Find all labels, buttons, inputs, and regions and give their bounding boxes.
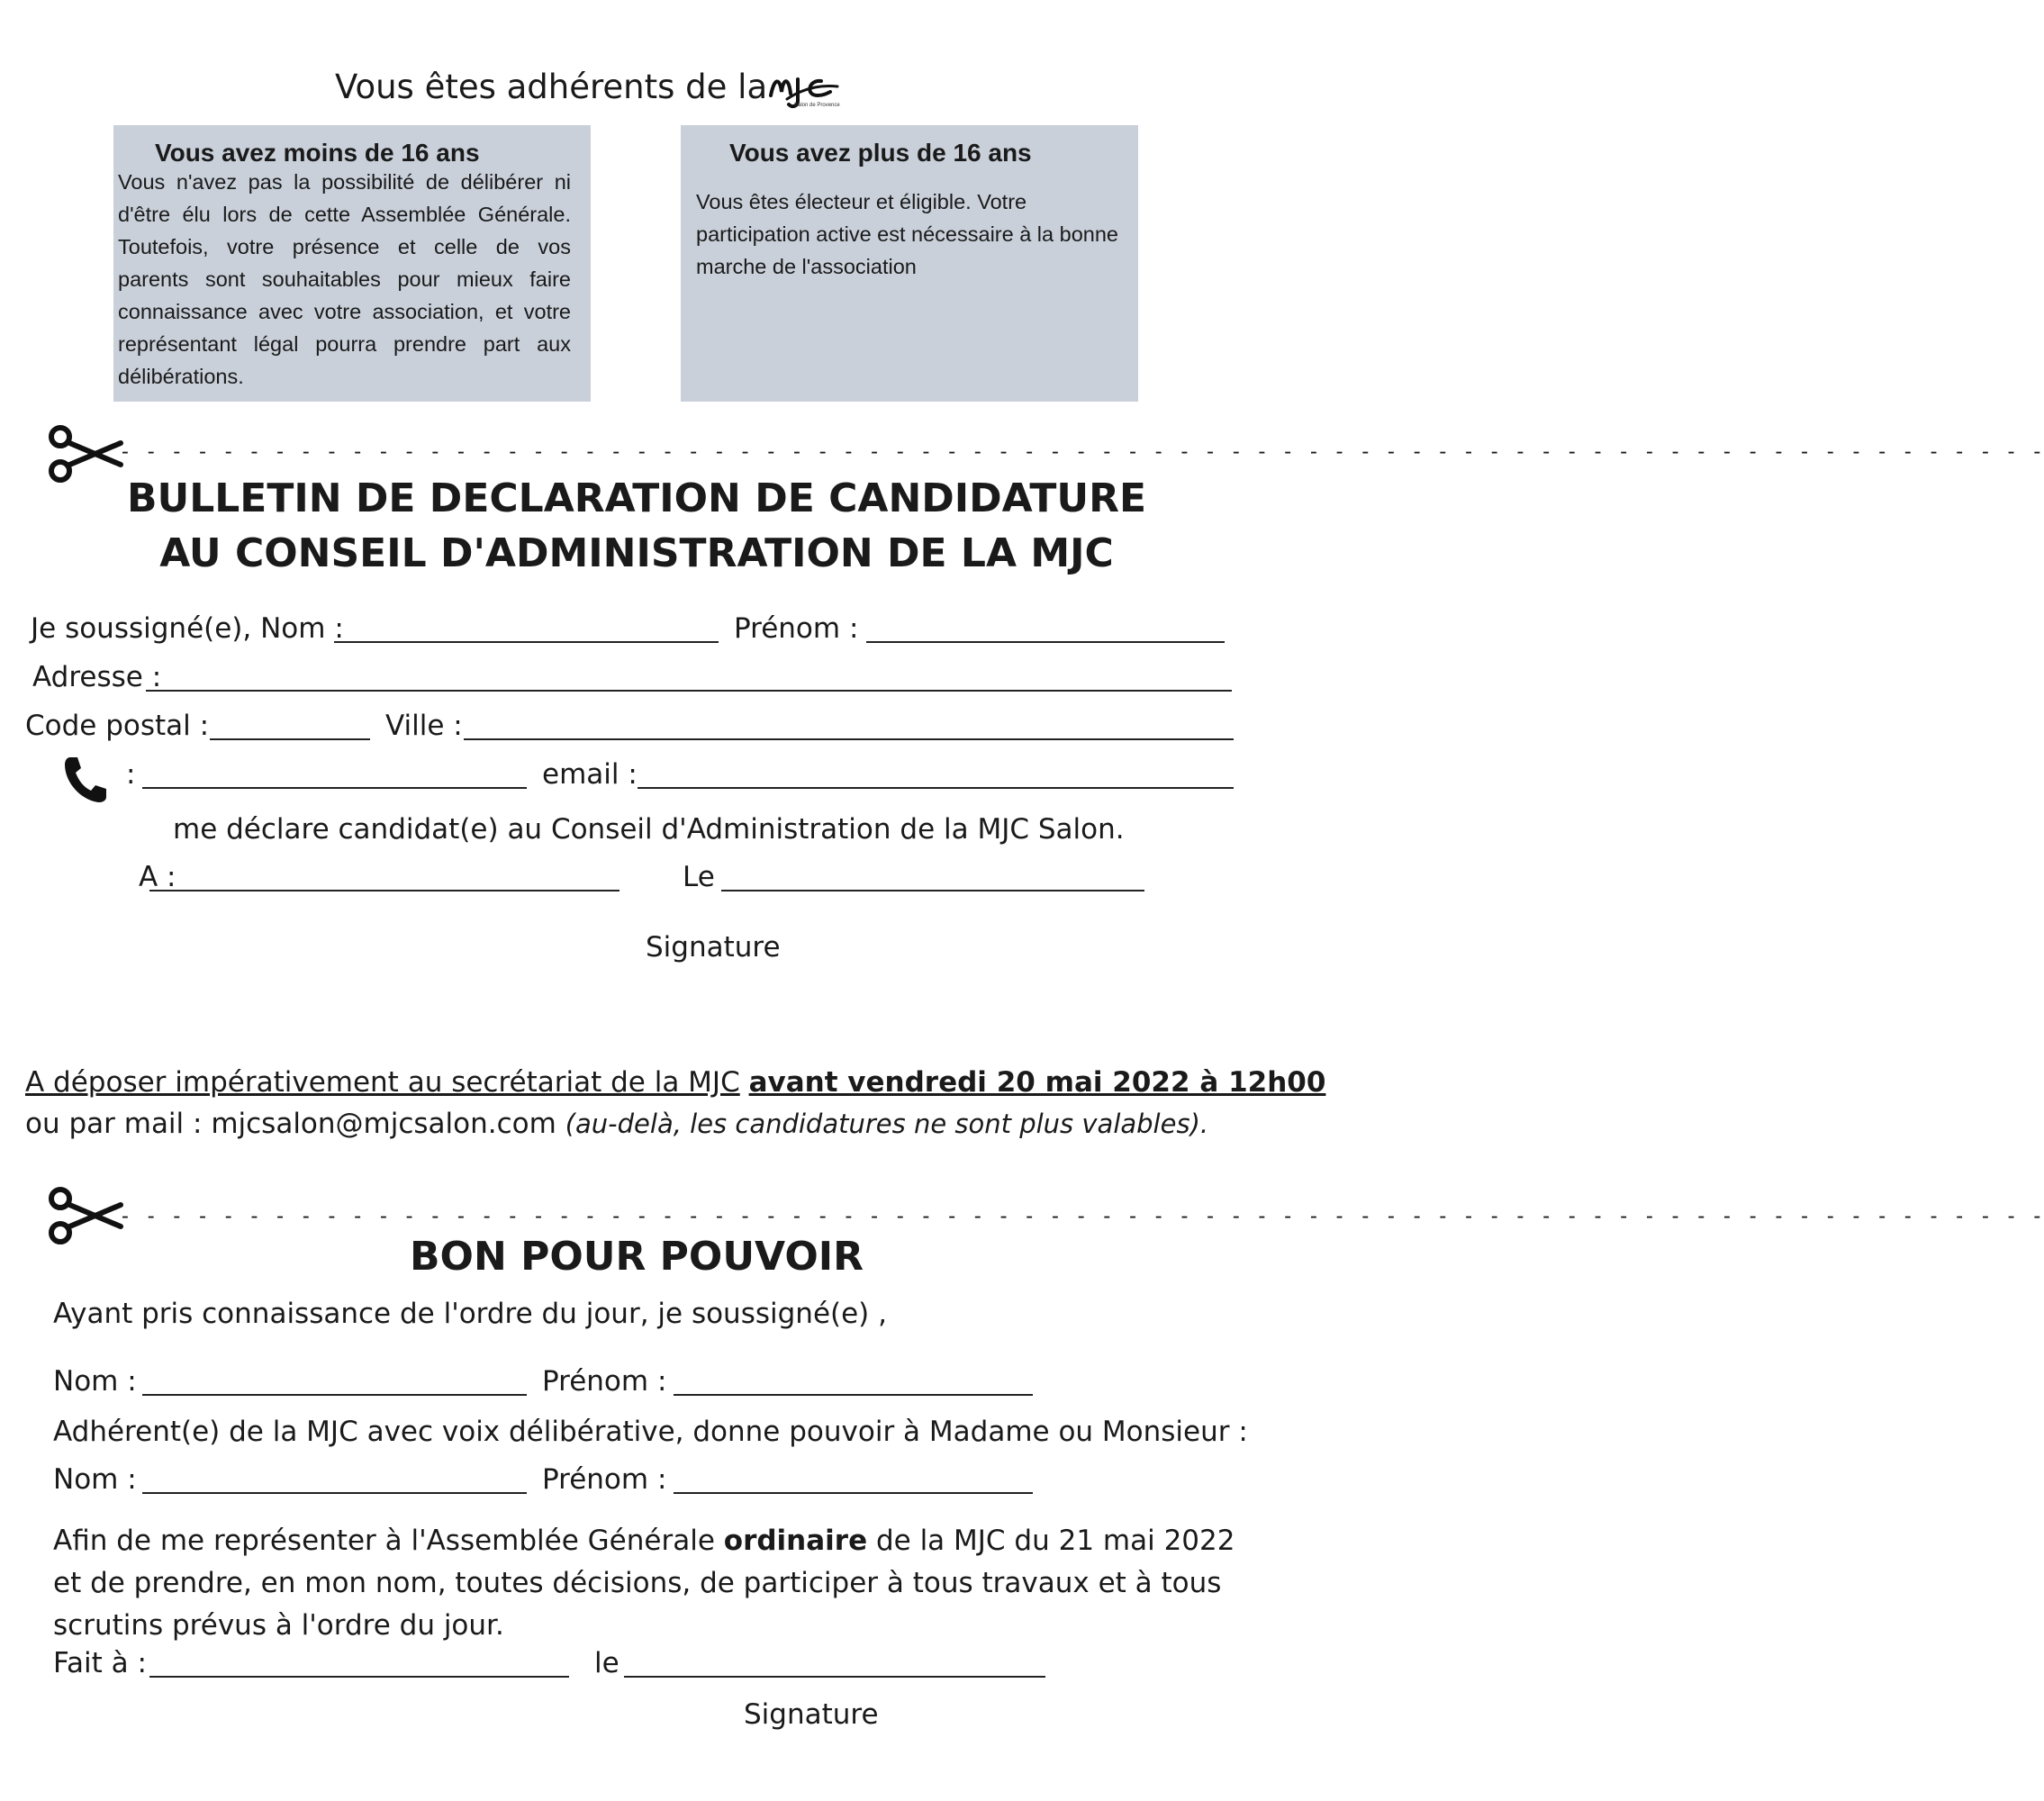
cut-line: - - - - - - - - - - - - - - - - - - - - - - - - - - - - - - - - - - - - - - - - - - - - - - - - - - - - - - - - - - - - - - - - - - - - - - - - - - - [119, 1205, 2044, 1228]
telephone-field[interactable] [142, 787, 527, 789]
pouvoir-nom-field[interactable] [142, 1394, 527, 1396]
pouvoir-prenom-field[interactable] [674, 1394, 1033, 1396]
box-under-16-title: Vous avez moins de 16 ans [155, 139, 480, 167]
deposit-line1 [25, 1066, 1326, 1099]
pouvoir-nom-label: Nom : [53, 1365, 137, 1398]
prenom-field[interactable] [866, 641, 1225, 643]
bulletin-title-line2: AU CONSEIL D'ADMINISTRATION DE LA MJC [159, 530, 1114, 576]
pouvoir-title: BON POUR POUVOIR [410, 1234, 864, 1280]
para1-bold: ordinaire [723, 1525, 868, 1557]
fait-a-field[interactable] [149, 1676, 569, 1678]
para1-before: Afin de me représenter à l'Assemblée Générale [53, 1525, 715, 1557]
pouvoir-paragraph-line3: scrutins prévus à l'ordre du jour. [53, 1609, 504, 1642]
pouvoir-adherent-text: Adhérent(e) de la MJC avec voix délibérative, donne pouvoir à Madame ou Monsieur : [53, 1416, 1248, 1448]
code-postal-field[interactable] [210, 738, 370, 740]
mandataire-nom-label: Nom : [53, 1463, 137, 1496]
pouvoir-paragraph-line2: et de prendre, en mon nom, toutes décisions, de participer à tous travaux et à tous [53, 1567, 1222, 1599]
logo-subtext: Salon de Provence [794, 103, 840, 108]
pouvoir-paragraph-line1 [53, 1527, 1235, 1555]
mandataire-nom-field[interactable] [142, 1492, 527, 1494]
deposit-underlined: A déposer impérativement au secrétariat de la MJC [25, 1066, 740, 1099]
date-field[interactable] [721, 890, 1144, 891]
ville-field[interactable] [464, 738, 1234, 740]
fait-a-label: Fait à : [53, 1647, 147, 1679]
mandataire-prenom-field[interactable] [674, 1492, 1033, 1494]
ville-label: Ville : [385, 710, 463, 742]
box-over-16-text: Vous êtes électeur et éligible. Votre participation active est nécessaire à la bonne marche de l'association [696, 190, 1118, 278]
deposit-note: (au-delà, les candidatures ne sont plus valables). [565, 1109, 1209, 1139]
deposit-line2 [25, 1110, 1208, 1138]
intro-text: Vous êtes adhérents de la [335, 68, 768, 106]
pouvoir-intro: Ayant pris connaissance de l'ordre du jour, je soussigné(e) , [53, 1298, 887, 1330]
phone-icon [61, 754, 108, 804]
cut-line: - - - - - - - - - - - - - - - - - - - - - - - - - - - - - - - - - - - - - - - - - - - - - - - - - - - - - - - - - - - - - - - - - - - - - - - - - - - [119, 440, 2044, 464]
mjc-logo [767, 61, 839, 112]
pouvoir-date-field[interactable] [624, 1676, 1045, 1678]
lieu-label: A : [139, 861, 176, 893]
mandataire-prenom-label: Prénom : [542, 1463, 667, 1496]
date-label: Le [683, 861, 715, 893]
telephone-label: : [126, 758, 136, 791]
box-under-16-text: Vous n'avez pas la possibilité de délibérer ni d'être élu lors de cette Assemblée Générale. Toutefois, votre présence et celle de vos parents sont souhaitables pour mieux faire connaissance avec votre association, et votre représentant légal pourra prendre part aux délibérations. [118, 170, 571, 388]
box-over-16-title: Vous avez plus de 16 ans [729, 139, 1032, 167]
nom-field[interactable] [334, 641, 719, 643]
pouvoir-prenom-label: Prénom : [542, 1365, 667, 1398]
nom-label: Je soussigné(e), Nom : [31, 612, 344, 645]
signature-label: Signature [646, 931, 781, 964]
code-postal-label: Code postal : [25, 710, 210, 742]
adresse-field[interactable] [146, 690, 1232, 692]
pouvoir-date-label: le [594, 1647, 620, 1679]
deposit-deadline: avant vendredi 20 mai 2022 à 12h00 [748, 1066, 1326, 1099]
email-label: email : [542, 758, 638, 791]
bulletin-title-line1: BULLETIN DE DECLARATION DE CANDIDATURE [126, 475, 1147, 521]
email-field[interactable] [638, 787, 1234, 789]
lieu-field[interactable] [149, 890, 620, 891]
scissors-icon [45, 423, 121, 484]
pouvoir-signature-label: Signature [744, 1698, 879, 1731]
declaration-text: me déclare candidat(e) au Conseil d'Administration de la MJC Salon. [173, 813, 1125, 846]
prenom-label: Prénom : [734, 612, 859, 645]
deposit-mail: ou par mail : mjcsalon@mjcsalon.com [25, 1108, 556, 1140]
para1-after: de la MJC du 21 mai 2022 [875, 1525, 1235, 1557]
adresse-label: Adresse : [32, 661, 162, 693]
